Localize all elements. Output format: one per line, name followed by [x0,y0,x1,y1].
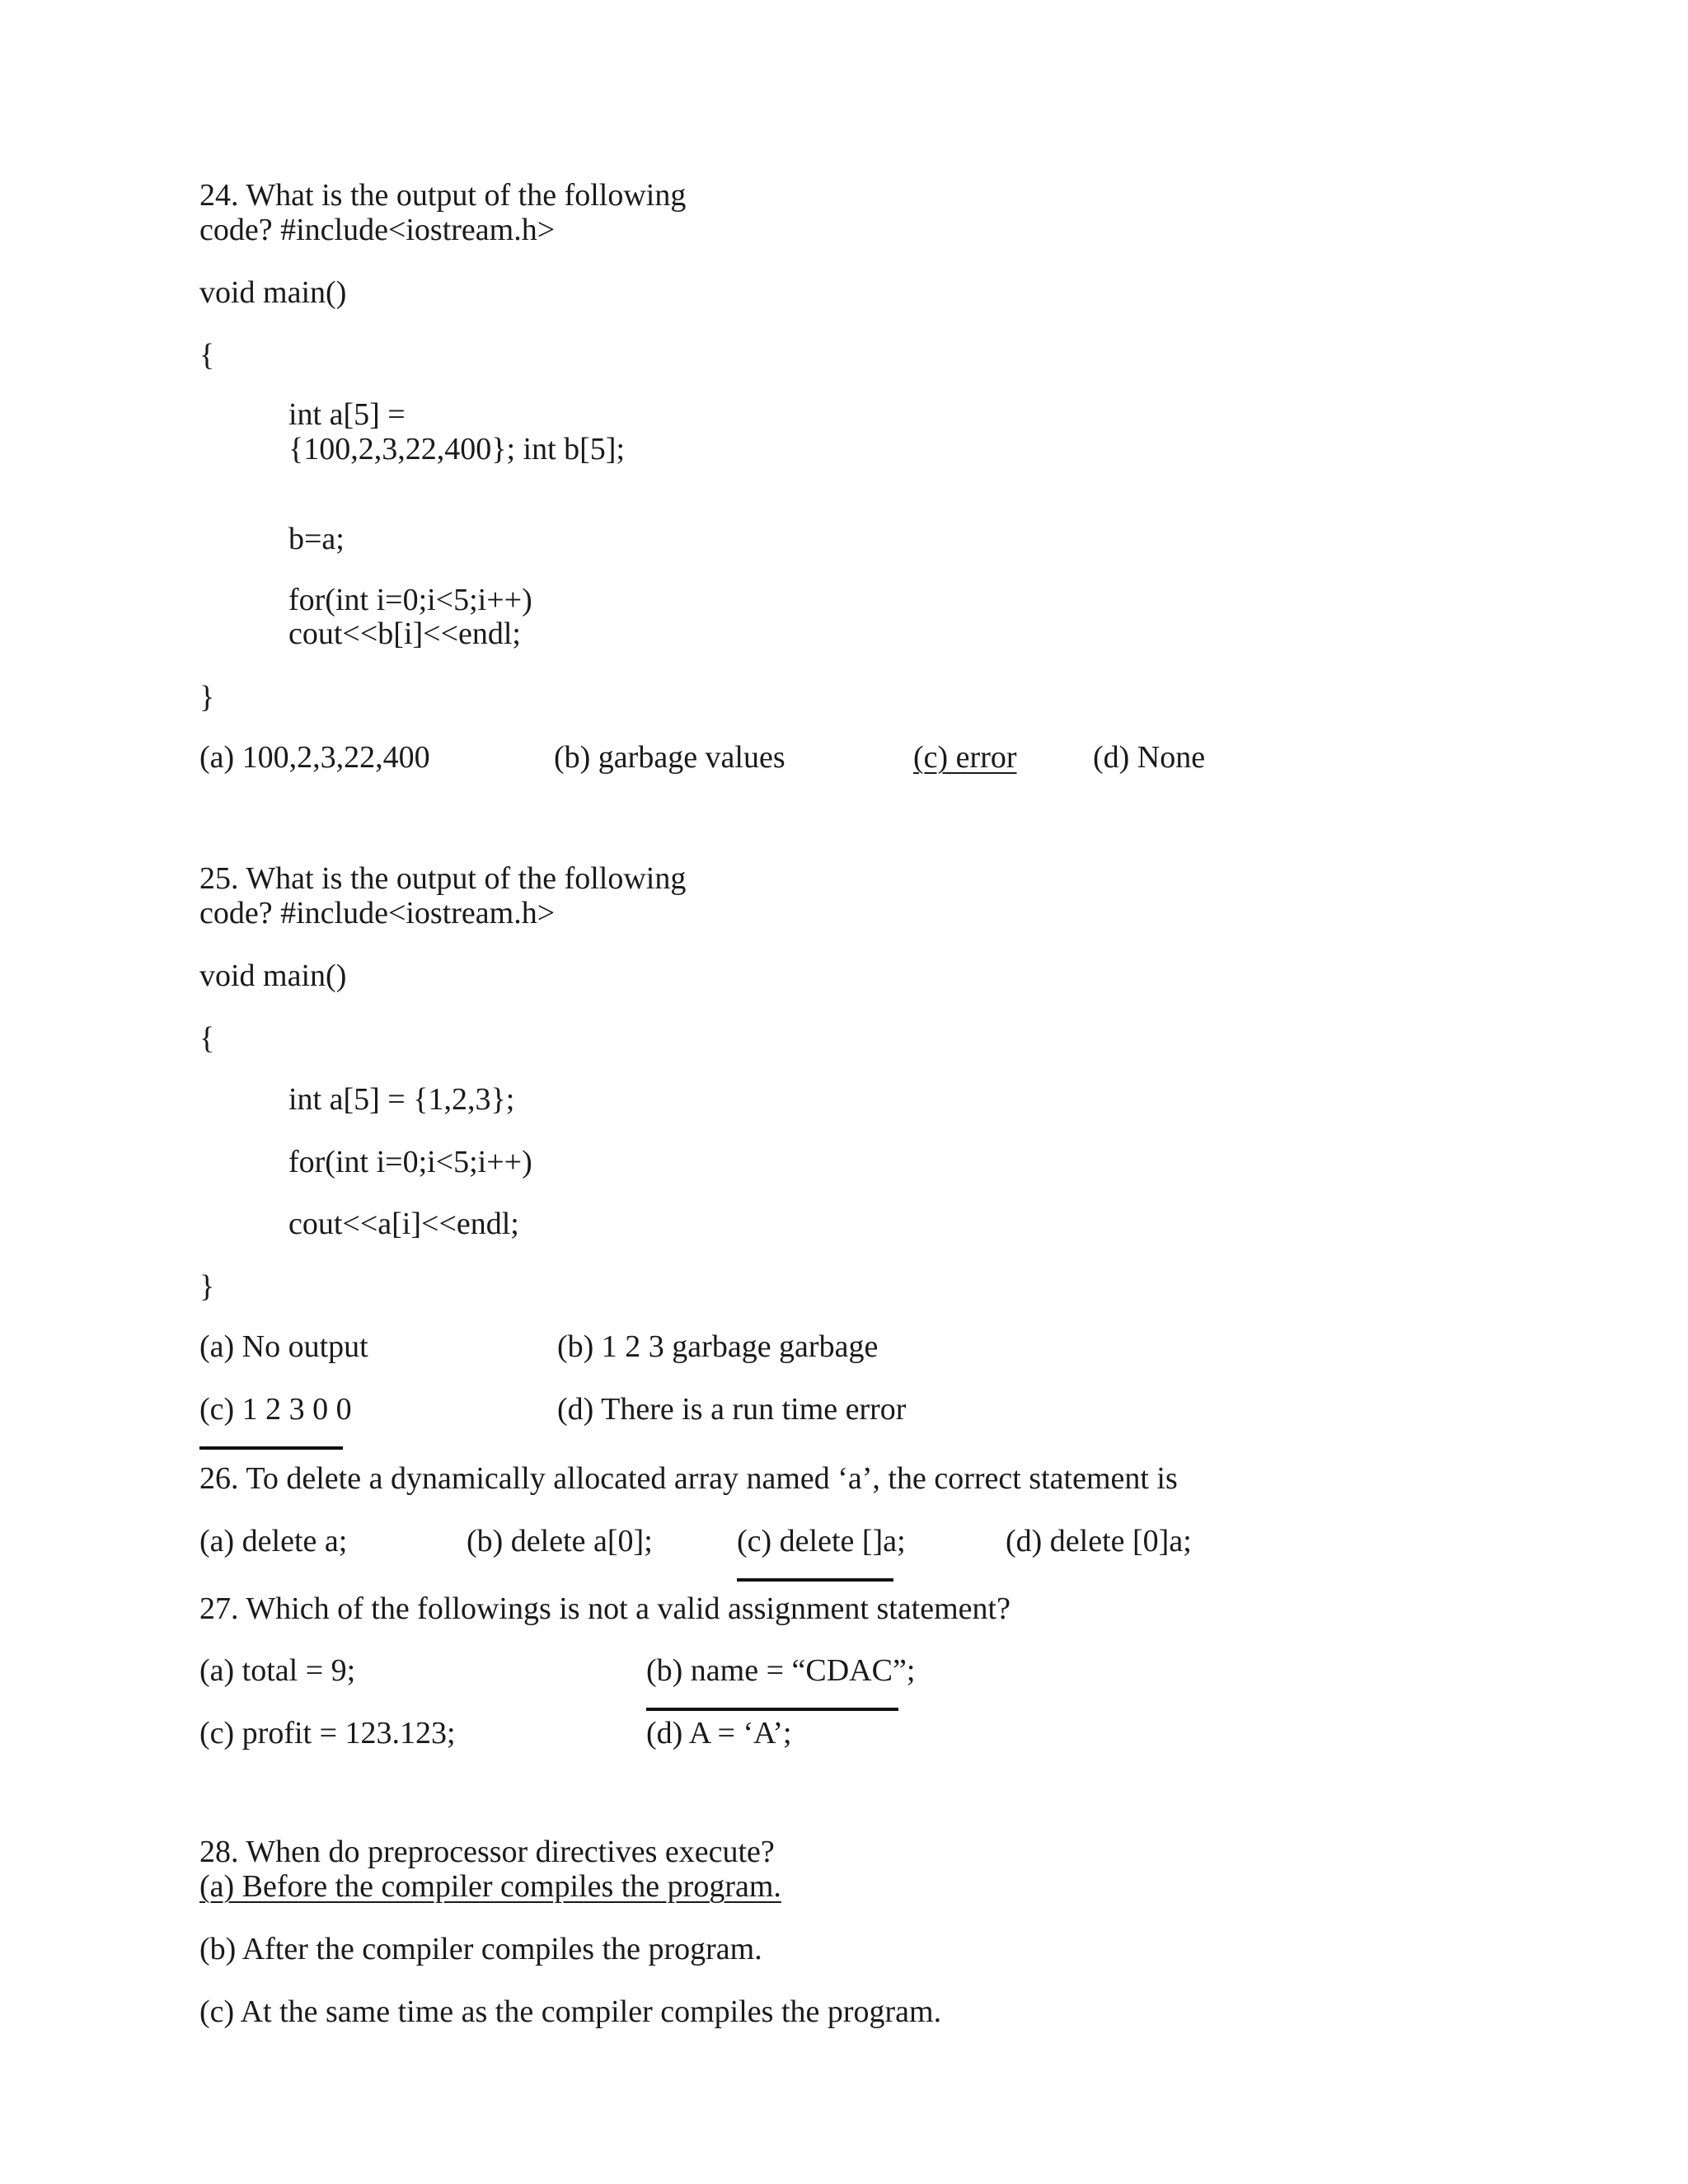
q28-question: 28. When do preprocessor directives execute? [199,1835,775,1869]
q24-option-b: (b) garbage values [554,740,785,775]
q25-option-a: (a) No output [199,1329,368,1364]
q26-option-a: (a) delete a; [199,1524,348,1558]
q24-question-line-1: 24. What is the output of the following [199,178,687,213]
q25-option-b: (b) 1 2 3 garbage garbage [557,1329,879,1364]
q24-code-line-1b: {100,2,3,22,400}; int b[5]; [288,432,626,466]
q25-code-close-brace: } [199,1269,215,1304]
q26-option-b: (b) delete a[0]; [467,1524,653,1558]
q27-option-d-answer: (d) A = ‘A’; [646,1716,792,1750]
q25-code-line-1: int a[5] = {1,2,3}; [288,1082,515,1117]
q24-code-close-brace: } [199,680,215,715]
q24-code-open-brace: { [199,338,215,373]
q27-answer-underline [646,1708,898,1711]
q24-code-main: void main() [199,275,347,310]
q24-option-d: (d) None [1093,740,1206,775]
q25-question-line-1: 25. What is the output of the following [199,861,687,896]
q24-code-line-1a: int a[5] = [288,397,406,432]
q24-code-line-3b: cout<<b[i]<<endl; [288,616,521,651]
q25-answer-underline [199,1446,343,1450]
q24-option-c-answer: (c) error [913,740,1017,775]
q28-option-c: (c) At the same time as the compiler compiles the program. [199,1994,942,2029]
q27-option-b: (b) name = “CDAC”; [646,1653,916,1688]
q27-question: 27. Which of the followings is not a valid assignment statement? [199,1591,1010,1626]
q28-option-b: (b) After the compiler compiles the program. [199,1932,762,1966]
q24-option-a: (a) 100,2,3,22,400 [199,740,430,775]
q28-option-a-answer: (a) Before the compiler compiles the program. [199,1869,781,1904]
q25-code-main: void main() [199,958,347,993]
q26-answer-underline [737,1578,893,1582]
q24-code-line-3a: for(int i=0;i<5;i++) [288,583,532,617]
q24-question-line-2: code? #include<iostream.h> [199,213,556,247]
q26-question: 26. To delete a dynamically allocated array named ‘a’, the correct statement is [199,1461,1178,1496]
q25-code-open-brace: { [199,1021,215,1056]
q25-question-line-2: code? #include<iostream.h> [199,896,556,930]
q27-option-a: (a) total = 9; [199,1653,356,1688]
q25-code-line-2: for(int i=0;i<5;i++) [288,1145,532,1179]
q27-option-c: (c) profit = 123.123; [199,1716,456,1750]
q26-option-d: (d) delete [0]a; [1006,1524,1192,1558]
q25-code-line-3: cout<<a[i]<<endl; [288,1207,519,1241]
q26-option-c-answer: (c) delete []a; [737,1524,906,1558]
q25-option-c-answer: (c) 1 2 3 0 0 [199,1392,352,1427]
q24-code-line-2: b=a; [288,522,345,556]
q25-option-d: (d) There is a run time error [557,1392,907,1427]
